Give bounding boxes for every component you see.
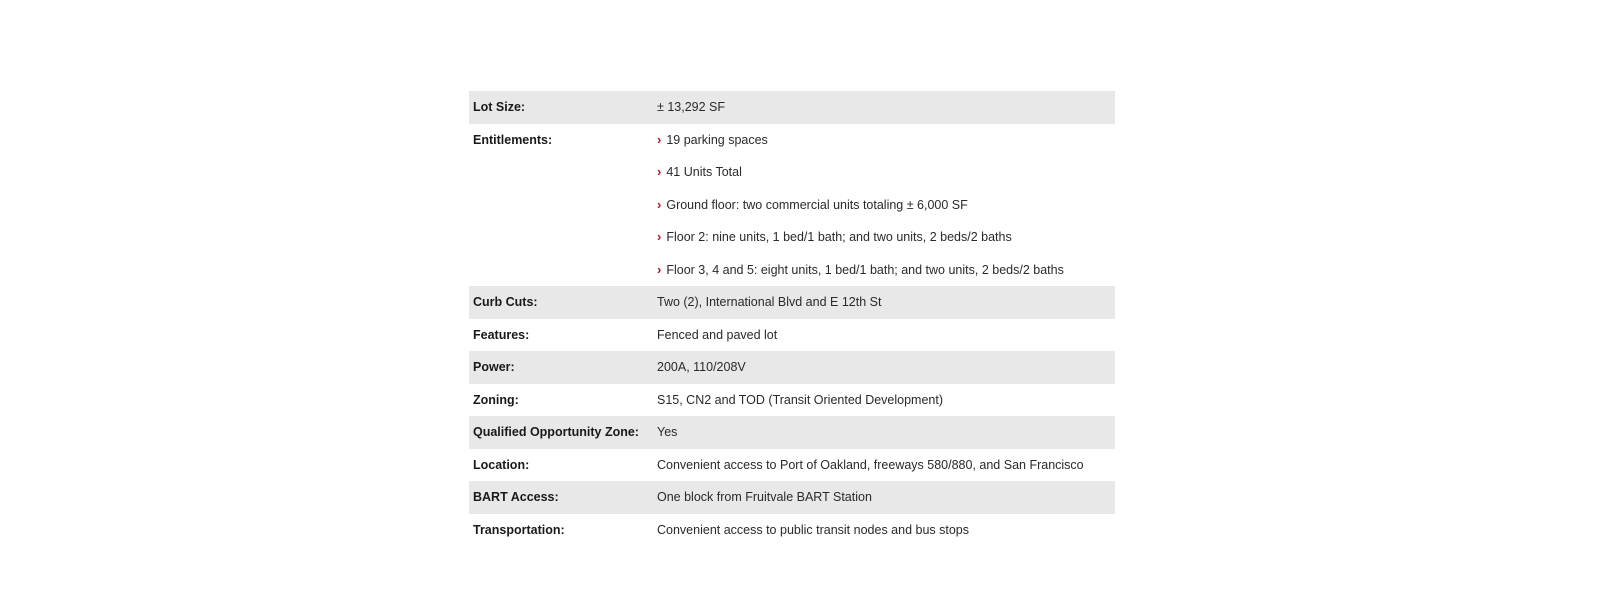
list-item xyxy=(657,221,1115,254)
spec-row-location xyxy=(469,449,1115,482)
spec-label: Entitlements: xyxy=(473,132,553,147)
spec-label-cell xyxy=(469,351,657,384)
chevron-right-icon: › xyxy=(657,229,662,244)
spec-label-cell xyxy=(469,449,657,482)
list-item xyxy=(657,124,1115,157)
spec-value: Two (2), International Blvd and E 12th St xyxy=(657,295,882,309)
list-item-text: Floor 2: nine units, 1 bed/1 bath; and two units, 2 beds/2 baths xyxy=(666,230,1012,244)
spec-value-cell xyxy=(657,124,1115,287)
spec-value-cell xyxy=(657,514,1115,547)
spec-row-transportation xyxy=(469,514,1115,547)
list-item-text: 19 parking spaces xyxy=(666,132,768,147)
spec-label: Location: xyxy=(473,457,530,472)
spec-label-cell xyxy=(469,481,657,514)
spec-label-cell xyxy=(469,319,657,352)
spec-label-cell xyxy=(469,286,657,319)
spec-value: One block from Fruitvale BART Station xyxy=(657,490,872,504)
spec-label-cell xyxy=(469,91,657,124)
spec-value: S15, CN2 and TOD (Transit Oriented Development) xyxy=(657,392,944,407)
spec-label-cell xyxy=(469,514,657,547)
spec-row-lot-size xyxy=(469,91,1115,124)
list-item-text: Ground floor: two commercial units totaling ± 6,000 SF xyxy=(666,197,968,212)
spec-label: Features: xyxy=(473,327,530,342)
spec-label: Zoning: xyxy=(473,392,519,407)
list-item xyxy=(657,254,1115,287)
chevron-right-icon: › xyxy=(657,164,662,179)
spec-value: Yes xyxy=(657,425,678,439)
spec-value: Fenced and paved lot xyxy=(657,327,778,342)
spec-label-cell xyxy=(469,416,657,449)
entitlements-list xyxy=(657,124,1115,287)
spec-value-cell xyxy=(657,91,1115,124)
list-item xyxy=(657,189,1115,222)
spec-row-entitlements xyxy=(469,124,1115,287)
spec-value: ± 13,292 SF xyxy=(657,100,726,114)
spec-row-power xyxy=(469,351,1115,384)
list-item xyxy=(657,156,1115,189)
spec-label-cell xyxy=(469,124,657,287)
spec-row-curb-cuts xyxy=(469,286,1115,319)
spec-row-bart-access xyxy=(469,481,1115,514)
spec-label-cell xyxy=(469,384,657,417)
spec-label: Lot Size: xyxy=(473,100,526,114)
spec-row-features xyxy=(469,319,1115,352)
spec-row-zoning xyxy=(469,384,1115,417)
spec-value: 200A, 110/208V xyxy=(657,360,746,374)
spec-value-cell xyxy=(657,286,1115,319)
list-item-text: 41 Units Total xyxy=(666,165,742,179)
spec-label: Power: xyxy=(473,360,515,374)
spec-label: BART Access: xyxy=(473,490,559,504)
spec-label: Qualified Opportunity Zone: xyxy=(473,425,639,439)
list-item-text: Floor 3, 4 and 5: eight units, 1 bed/1 bath; and two units, 2 beds/2 baths xyxy=(666,262,1064,277)
spec-value: Convenient access to public transit nodes and bus stops xyxy=(657,522,969,537)
spec-value: Convenient access to Port of Oakland, freeways 580/880, and San Francisco xyxy=(657,457,1084,472)
chevron-right-icon: › xyxy=(657,131,662,147)
spec-row-opportunity-zone xyxy=(469,416,1115,449)
spec-label: Curb Cuts: xyxy=(473,295,538,309)
chevron-right-icon: › xyxy=(657,196,662,212)
spec-value-cell xyxy=(657,384,1115,417)
spec-value-cell xyxy=(657,416,1115,449)
spec-value-cell xyxy=(657,481,1115,514)
property-specs-table xyxy=(469,91,1115,546)
spec-value-cell xyxy=(657,449,1115,482)
chevron-right-icon: › xyxy=(657,261,662,277)
spec-value-cell xyxy=(657,319,1115,352)
spec-value-cell xyxy=(657,351,1115,384)
spec-label: Transportation: xyxy=(473,522,565,537)
